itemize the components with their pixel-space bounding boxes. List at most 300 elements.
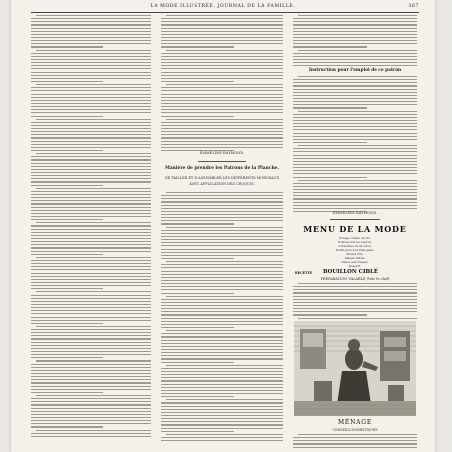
text-line [161,53,283,54]
text-line [31,389,151,390]
text-line [161,415,283,416]
text-line [293,289,417,290]
text-line [293,62,417,63]
text-line [31,43,151,44]
text-line [293,299,417,300]
text-line [161,283,283,284]
column-3-divider [330,219,380,220]
text-line [161,371,283,372]
text-line [161,147,283,148]
header-rule [31,12,419,13]
text-line [161,201,283,202]
text-line [161,18,283,19]
text-line [36,291,151,292]
text-line [293,59,417,60]
text-line [161,112,283,113]
text-line [31,317,151,318]
text-line [293,158,417,159]
text-line [161,293,234,294]
text-line [31,197,151,198]
text-line [31,320,151,321]
text-line [293,314,367,315]
text-line [36,257,151,258]
column-2-text-bottom [161,192,283,443]
text-line [31,178,151,179]
text-line [293,114,417,115]
text-line [293,292,417,293]
text-line [31,436,151,437]
text-line [161,437,283,438]
text-line [293,37,417,38]
text-line [293,164,417,165]
text-line [161,387,283,388]
text-line [161,31,283,32]
text-line [161,406,283,407]
text-line [293,107,367,108]
text-line [31,210,151,211]
text-line [161,333,283,334]
text-line [31,46,103,47]
column-3-text-bottom [293,434,417,450]
text-line [166,399,283,400]
text-line [31,386,151,387]
column-2-divider [198,161,247,162]
text-line [31,351,151,352]
article-subtitle-1: DE TAILLER ET D'ASSEMBLER LES DIFFÉRENTS MORCEAUX [164,176,280,180]
text-line [161,233,283,234]
text-line [161,68,283,69]
text-line [298,15,417,16]
text-line [31,263,151,264]
text-line [298,318,417,319]
text-line [293,142,367,143]
menu-title: MENU DE LA MODE [303,224,407,234]
text-line [31,59,151,60]
text-line [166,84,283,85]
text-line [161,137,283,138]
text-line [161,277,283,278]
text-line [293,286,417,287]
text-line [36,430,151,431]
column-2-text-top [161,15,283,153]
text-line [31,276,151,277]
text-line [161,214,283,215]
text-line [161,65,283,66]
text-line [293,43,417,44]
text-line [36,222,151,223]
text-line [293,117,417,118]
text-line [31,147,151,148]
text-line [31,332,151,333]
column-3-text-recipe [293,283,417,321]
text-line [31,404,151,405]
text-line [166,227,283,228]
text-line [166,296,283,297]
text-line [31,72,151,73]
text-line [31,254,103,255]
text-line [31,65,151,66]
text-line [31,207,151,208]
text-line [298,50,417,51]
text-line [31,116,103,117]
engraving-illustration [294,321,416,416]
text-line [161,267,283,268]
text-line [161,75,283,76]
text-line [161,305,283,306]
menu-item: Poulet rôti. [346,252,364,256]
text-line [293,173,417,174]
text-line [31,266,151,267]
text-line [293,120,417,121]
text-line [161,100,283,101]
text-line [36,84,151,85]
text-line [31,241,151,242]
text-line [31,159,151,160]
text-line [293,89,417,90]
text-line [161,62,283,63]
text-line [161,37,283,38]
menu-item: Petits pois à la française. [335,248,375,252]
text-line [31,398,151,399]
text-line [293,92,417,93]
text-line [293,53,417,54]
text-line [161,368,283,369]
text-line [31,156,151,157]
text-line [31,31,151,32]
text-line [161,393,283,394]
text-line [31,131,151,132]
text-line [31,408,151,409]
text-line [293,183,417,184]
text-line [161,21,283,22]
text-line [293,21,417,22]
text-line [31,392,103,393]
text-line [293,170,417,171]
text-line [166,330,283,331]
text-line [161,302,283,303]
text-line [31,37,151,38]
text-line [293,302,417,303]
text-line [31,423,151,424]
text-line [161,318,283,319]
text-line [293,104,417,105]
text-line [31,235,151,236]
text-line [293,305,417,306]
text-line [31,370,151,371]
text-line [161,264,283,265]
text-line [31,379,151,380]
text-line [31,367,151,368]
text-line [161,431,234,432]
text-line [293,192,417,193]
text-line [31,219,103,220]
text-line [161,46,234,47]
text-line [161,421,283,422]
text-line [293,195,417,196]
text-line [31,144,151,145]
text-line [31,141,151,142]
text-line [31,229,151,230]
text-line [31,109,151,110]
text-line [161,409,283,410]
text-line [161,396,234,397]
text-line [161,125,283,126]
text-line [161,56,283,57]
text-line [293,167,417,168]
text-line [161,87,283,88]
text-line [161,198,283,199]
recipe-name: BOUILLON CIBLÉ [323,269,378,275]
text-line [31,238,151,239]
text-line [293,443,417,444]
text-line [31,24,151,25]
text-line [31,433,151,434]
text-line [293,296,417,297]
text-line [161,97,283,98]
text-line [161,289,283,290]
text-line [31,137,151,138]
kitchen-engraving [294,321,416,416]
text-line [161,43,283,44]
text-line [298,145,417,146]
text-line [161,258,234,259]
text-line [161,252,283,253]
text-line [31,345,151,346]
text-line [161,242,283,243]
text-line [36,119,151,120]
text-line [161,236,283,237]
text-line [161,144,283,145]
text-line [161,205,283,206]
menu-item: Potage crème de riz. [339,236,371,240]
text-line [161,412,283,413]
text-line [161,220,283,221]
text-line [31,75,151,76]
text-line [161,217,283,218]
text-line [31,244,151,245]
text-line [31,103,151,104]
text-line [31,354,151,355]
text-line [161,131,283,132]
text-line [31,18,151,19]
text-line [161,90,283,91]
column-3-text-top [293,15,417,68]
text-line [161,424,283,425]
text-line [31,426,103,427]
text-line [293,161,417,162]
text-line [31,414,151,415]
text-line [161,314,283,315]
text-line [293,46,367,47]
text-line [36,15,151,16]
text-line [31,172,151,173]
text-line [31,166,151,167]
text-line [161,280,283,281]
menu-item: Glace aux fraises. [341,260,369,264]
menu-item: Dessert. [348,264,362,268]
text-line [161,103,283,104]
text-line [161,390,283,391]
text-line [293,202,417,203]
text-line [31,411,151,412]
text-line [293,437,417,438]
text-line [31,150,103,151]
text-line [31,40,151,41]
text-line [31,78,151,79]
text-line [161,362,234,363]
text-line [293,186,417,187]
text-line [36,153,151,154]
text-line [161,211,283,212]
text-line [161,249,283,250]
text-line [31,122,151,123]
text-line [31,373,151,374]
engraving-subcaption: CONSEILS DOMESTIQUES [332,428,378,432]
text-line [293,56,417,57]
text-line [31,329,151,330]
text-line [293,205,417,206]
column-1-text [31,15,151,439]
text-line [161,81,234,82]
text-line [293,34,417,35]
text-line [31,279,151,280]
text-line [31,191,151,192]
text-line [293,133,417,134]
text-line [161,28,283,29]
text-line [31,169,151,170]
text-line [31,185,103,186]
article-title: Manière de prendre les Patrons de la Planche. [164,166,280,171]
text-line [31,251,151,252]
text-line [31,175,151,176]
text-line [293,151,417,152]
text-line [31,401,151,402]
text-line [31,34,151,35]
text-line [36,326,151,327]
text-line [293,136,417,137]
text-line [293,189,417,190]
text-line [31,338,151,339]
text-line [161,208,283,209]
text-line [31,90,151,91]
text-line [166,261,283,262]
text-line [161,402,283,403]
text-line [293,208,417,209]
instruction-title: Instruction pour l'emploi de ce patron [308,68,402,73]
text-line [161,245,283,246]
text-line [31,203,151,204]
text-line [31,285,151,286]
text-line [293,198,417,199]
text-line [31,106,151,107]
text-line [161,358,283,359]
text-line [31,81,103,82]
text-line [161,418,283,419]
text-line [161,34,283,35]
text-line [293,98,417,99]
text-line [161,321,283,322]
text-line [31,134,151,135]
text-line [161,109,283,110]
text-line [293,28,417,29]
text-line [166,365,283,366]
text-line [31,420,151,421]
text-line [293,139,417,140]
text-line [161,122,283,123]
page-number: 367 [408,4,419,9]
text-line [31,200,151,201]
text-line [293,82,417,83]
text-line [161,128,283,129]
text-line [31,100,151,101]
text-line [31,269,151,270]
text-line [31,213,151,214]
engraving-caption: MÉNAGE [337,419,373,426]
text-line [161,384,283,385]
text-line [293,123,417,124]
text-line [36,395,151,396]
text-line [161,428,283,429]
text-line [298,283,417,284]
text-line [161,349,283,350]
text-line [31,301,151,302]
text-line [31,364,151,365]
text-line [161,195,283,196]
text-line [31,28,151,29]
text-line [161,72,283,73]
text-line [298,111,417,112]
text-line [31,342,151,343]
text-line [31,295,151,296]
text-line [31,128,151,129]
text-line [293,24,417,25]
text-line [31,53,151,54]
text-line [31,181,151,182]
text-line [293,101,417,102]
text-line [166,434,283,435]
menu-item: Poisson frit au beurre. [338,240,372,244]
text-line [293,311,417,312]
text-line [31,323,103,324]
text-line [293,126,417,127]
text-line [31,247,151,248]
column-3-text-mid [293,76,417,214]
text-line [161,355,283,356]
text-line [31,335,151,336]
text-line [293,31,417,32]
text-line [161,24,283,25]
text-line [166,15,283,16]
text-line [31,232,151,233]
text-line [31,273,151,274]
text-line [298,180,417,181]
text-line [293,148,417,149]
menu-item: Salade laitue. [344,256,366,260]
text-line [293,65,417,66]
text-line [161,343,283,344]
text-line [36,360,151,361]
text-line [298,76,417,77]
text-line [161,78,283,79]
text-line [161,324,283,325]
text-line [161,286,283,287]
text-line [293,308,417,309]
text-line [161,380,283,381]
text-line [31,56,151,57]
header-title: LA MODE ILLUSTRÉE, JOURNAL DE LA FAMILLE. [150,4,296,9]
text-line [31,125,151,126]
text-line [161,340,283,341]
